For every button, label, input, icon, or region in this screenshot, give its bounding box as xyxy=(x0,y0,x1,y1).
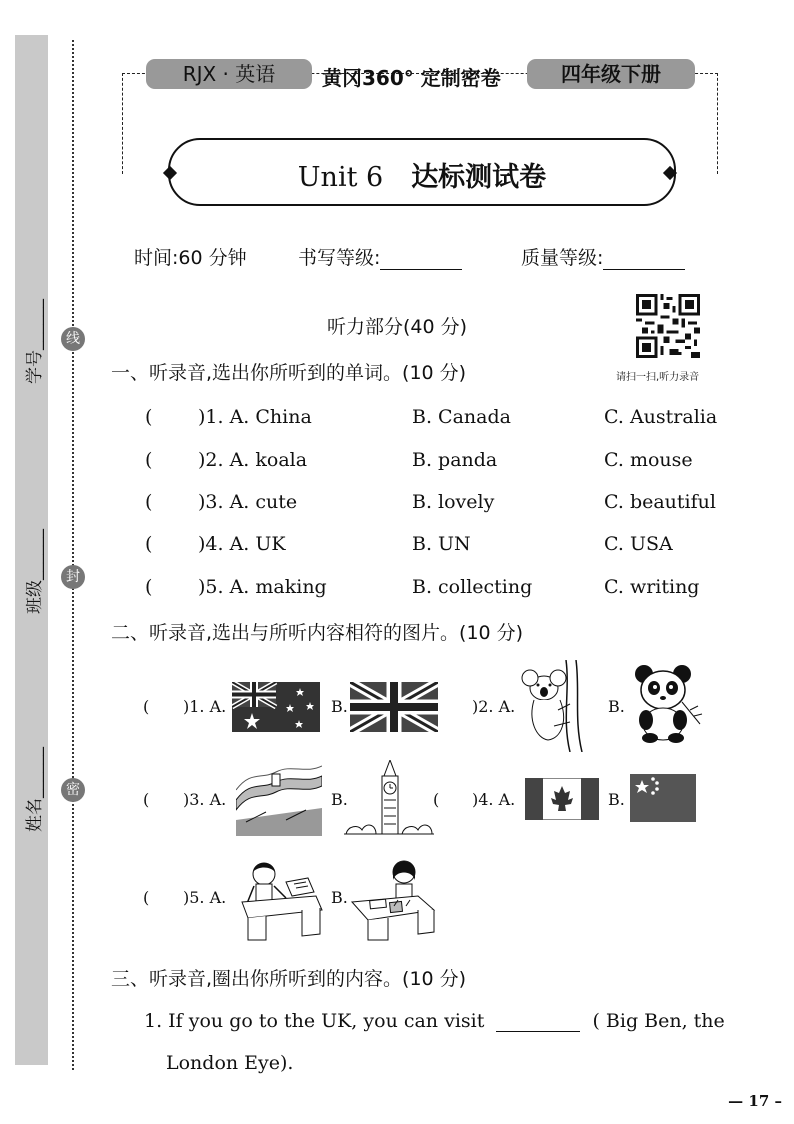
q5-b-label: B. xyxy=(331,888,348,907)
answer-paren: ( xyxy=(145,449,153,471)
option-a: )4. A. UK xyxy=(198,533,286,555)
page-number: — 17 – xyxy=(728,1092,782,1110)
q3-b-label: B. xyxy=(331,790,348,809)
class-label: 班级______ xyxy=(25,529,45,614)
title-banner xyxy=(168,138,676,206)
part1-item-3 xyxy=(140,491,760,521)
part2-title: 二、听录音,选出与所听内容相符的图片。(10 分) xyxy=(111,622,524,644)
koala-icon xyxy=(518,660,588,752)
girl-making-icon xyxy=(236,858,324,942)
answer-paren: ( xyxy=(433,790,440,809)
cut-line xyxy=(72,40,74,1070)
panda-icon xyxy=(632,662,704,744)
part3-sentence-cont: London Eye). xyxy=(166,1052,294,1074)
part1-item-4 xyxy=(140,533,760,563)
q2-label: )2. A. xyxy=(472,697,516,716)
q2-b-label: B. xyxy=(608,697,625,716)
option-c: C. writing xyxy=(604,576,700,598)
option-b: B. Canada xyxy=(412,406,511,428)
option-c: C. beautiful xyxy=(604,491,716,513)
student-id-label: 学号______ xyxy=(25,299,45,384)
part3-sentence xyxy=(144,1010,725,1032)
girl-collecting-icon xyxy=(348,856,436,942)
canada-flag-icon xyxy=(525,778,599,820)
seal-mi: 密 xyxy=(61,778,85,802)
option-a: )1. A. China xyxy=(198,406,312,428)
option-b: B. UN xyxy=(412,533,471,555)
big-ben-icon xyxy=(344,760,434,836)
option-a: )5. A. making xyxy=(198,576,327,598)
part3-title: 三、听录音,圈出你所听到的内容。(10 分) xyxy=(111,968,467,990)
qr-caption: 请扫一扫,听力录音 xyxy=(616,372,700,383)
answer-paren: ( xyxy=(143,888,150,907)
quality-grade: 质量等级: xyxy=(521,243,685,270)
answer-paren: ( xyxy=(145,533,153,555)
answer-paren: ( xyxy=(143,790,150,809)
time-info: 时间:60 分钟 xyxy=(134,247,247,269)
unit-label: Unit 6 xyxy=(297,162,384,193)
q4-label: )4. A. xyxy=(472,790,516,809)
sentence-start: 1. If you go to the UK, you can visit xyxy=(144,1010,485,1032)
qr-code xyxy=(636,294,700,358)
option-b: B. panda xyxy=(412,449,498,471)
part1-title: 一、听录音,选出你所听到的单词。(10 分) xyxy=(111,362,467,384)
listening-section-title: 听力部分(40 分) xyxy=(326,316,468,338)
test-title: 达标测试卷 xyxy=(411,162,547,193)
australia-flag-icon xyxy=(232,682,320,732)
option-b: B. lovely xyxy=(412,491,495,513)
part1-item-1 xyxy=(140,406,760,436)
answer-paren: ( xyxy=(145,406,153,428)
q4-b-label: B. xyxy=(608,790,625,809)
seal-xian: 线 xyxy=(61,327,85,351)
uk-flag-icon xyxy=(350,682,438,732)
seal-feng: 封 xyxy=(61,565,85,589)
great-wall-icon xyxy=(236,760,322,836)
q5-label: )5. A. xyxy=(183,888,227,907)
option-c: C. mouse xyxy=(604,449,693,471)
part1-item-5 xyxy=(140,576,760,606)
answer-paren: ( xyxy=(145,491,153,513)
option-a: )3. A. cute xyxy=(198,491,298,513)
china-flag-icon xyxy=(630,774,696,822)
option-c: C. Australia xyxy=(604,406,718,428)
subject-pill: RJX · 英语 xyxy=(146,59,312,89)
series-title: 黄冈360° 定制密卷 xyxy=(322,66,501,90)
grade-pill: 四年级下册 xyxy=(527,59,695,89)
q3-label: )3. A. xyxy=(183,790,227,809)
sentence-options: ( Big Ben, the xyxy=(592,1010,725,1032)
part1-item-2 xyxy=(140,449,760,479)
answer-paren: ( xyxy=(143,697,150,716)
name-label: 姓名______ xyxy=(25,747,45,832)
option-b: B. collecting xyxy=(412,576,533,598)
option-a: )2. A. koala xyxy=(198,449,308,471)
answer-blank xyxy=(496,1031,580,1032)
q1-label: )1. A. xyxy=(183,697,227,716)
option-c: C. USA xyxy=(604,533,673,555)
q1-b-label: B. xyxy=(331,697,348,716)
answer-paren: ( xyxy=(145,576,153,598)
writing-grade: 书写等级: xyxy=(298,243,462,270)
